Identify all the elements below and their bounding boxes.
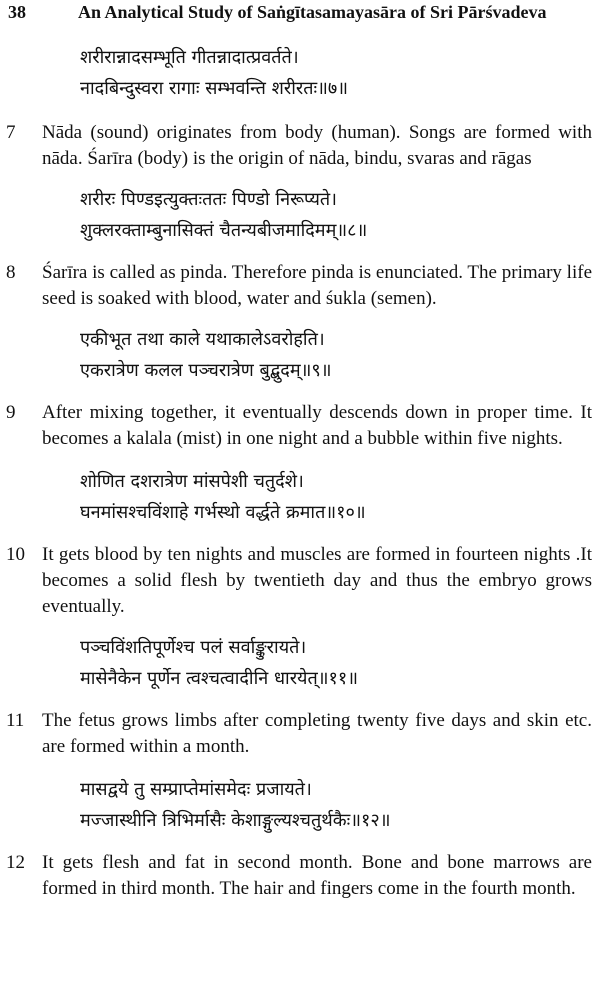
sanskrit-verse-10 (80, 466, 592, 528)
verse-line: एकरात्रेण कलल पञ्चरात्रेण बुद्बुदम्॥९॥ (80, 360, 332, 381)
paragraph-text: It gets blood by ten nights and muscles are formed in fourteen nights .It becomes a solid flesh by twentieth day and thus the embryo grows eventually. (42, 544, 592, 617)
sanskrit-verse-12 (80, 774, 592, 836)
paragraph-number: 11 (6, 710, 25, 731)
verse-line: शरीरान्नादसम्भूति गीतन्नादात्प्रवर्तते। (80, 47, 299, 68)
translation-paragraph-8 (4, 260, 592, 312)
running-title: An Analytical Study of Saṅgītasamayasāra of Sri Pārśvadeva (78, 2, 547, 22)
paragraph-text: The fetus grows limbs after completing twenty five days and skin etc. are formed within a month. (42, 710, 592, 757)
translation-paragraph-9 (4, 400, 592, 452)
paragraph-number: 10 (6, 544, 25, 565)
paragraph-number: 9 (6, 402, 16, 423)
sanskrit-verse-7 (80, 42, 592, 104)
paragraph-number: 7 (6, 122, 16, 143)
paragraph-number: 8 (6, 262, 16, 283)
verse-line: मासेनैकेन पूर्णेन त्वश्चत्वादीनि धारयेत्॥११॥ (80, 668, 359, 689)
translation-paragraph-11 (4, 708, 592, 760)
paragraph-text: After mixing together, it eventually descends down in proper time. It becomes a kalala (mist) in one night and a bubble within five nights. (42, 402, 592, 449)
verse-line: एकीभूत तथा काले यथाकालेऽवरोहति। (80, 329, 325, 350)
paragraph-text: Śarīra is called as pinda. Therefore pinda is enunciated. The primary life seed is soaked with blood, water and śukla (semen). (42, 262, 592, 309)
verse-line: घनमांसश्चविंशाहे गर्भस्थो वर्द्धते क्रमात॥१०॥ (80, 502, 366, 523)
sanskrit-verse-8 (80, 184, 592, 246)
sanskrit-verse-11 (80, 632, 592, 694)
verse-line: शोणित दशरात्रेण मांसपेशी चतुर्दशे। (80, 471, 304, 492)
paragraph-text: Nāda (sound) originates from body (human). Songs are formed with nāda. Śarīra (body) is the origin of nāda, bindu, svaras and rāgas (42, 122, 592, 169)
translation-paragraph-10 (4, 542, 592, 620)
page-number: 38 (8, 2, 26, 22)
verse-line: मज्जास्थीनि त्रिभिर्मासैः केशाङ्गुल्यश्चतुर्थकैः॥१२॥ (80, 810, 391, 831)
paragraph-number: 12 (6, 852, 25, 873)
verse-line: नादबिन्दुस्वरा रागाः सम्भवन्ति शरीरतः॥७॥ (80, 78, 349, 99)
verse-line: पञ्चविंशतिपूर्णेश्च पलं सर्वाङ्कुरायते। (80, 637, 307, 658)
paragraph-text: It gets flesh and fat in second month. Bone and bone marrows are formed in third month. The hair and fingers come in the fourth month. (42, 852, 592, 899)
translation-paragraph-7 (4, 120, 592, 172)
page-header (4, 0, 592, 26)
sanskrit-verse-9 (80, 324, 592, 386)
verse-line: शुक्लरक्ताम्बुनासिक्तं चैतन्यबीजमादिमम्॥८॥ (80, 220, 368, 241)
translation-paragraph-12 (4, 850, 592, 902)
verse-line: मासद्वये तु सम्प्राप्तेमांसमेदः प्रजायते। (80, 779, 312, 800)
verse-line: शरीरः पिण्डइत्युक्तःततः पिण्डो निरूप्यते। (80, 189, 337, 210)
